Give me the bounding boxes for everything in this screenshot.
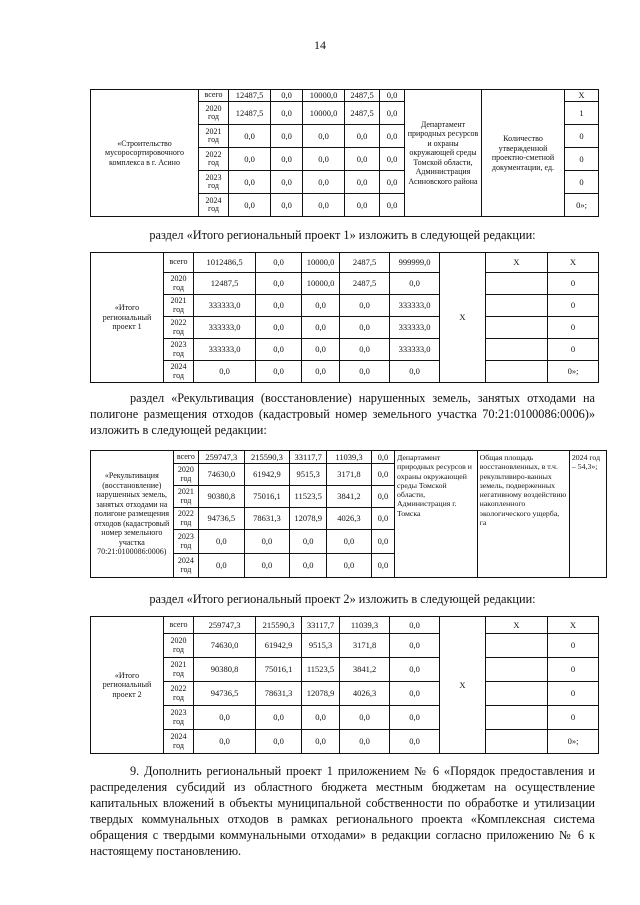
value-cell: 74630,0 (199, 464, 245, 486)
value-cell: 0,0 (303, 171, 345, 194)
value-cell: 0,0 (371, 530, 394, 554)
value-cell: 9515,3 (302, 634, 340, 658)
year-cell: 2021 год (173, 486, 198, 508)
value-cell: 333333,0 (390, 295, 440, 317)
value-cell: 0,0 (371, 554, 394, 578)
table-construction-sorting-complex (90, 89, 599, 217)
row-label: «Итого региональный проект 1 (91, 253, 164, 383)
value-cell: 0,0 (371, 508, 394, 530)
value-cell: 78631,3 (256, 682, 302, 706)
value-cell: 0,0 (271, 102, 303, 125)
value-cell: 0,0 (229, 148, 271, 171)
value-cell: 0,0 (327, 554, 372, 578)
value-cell: 0,0 (390, 706, 440, 730)
value-cell: 74630,0 (194, 634, 256, 658)
value-cell: 4026,3 (327, 508, 372, 530)
value-cell: 0,0 (256, 706, 302, 730)
value-cell: 1012486,5 (194, 253, 256, 273)
year-cell: 2022 год (199, 148, 229, 171)
x-mark-cell: Х (440, 253, 486, 383)
value-cell: 12078,9 (290, 508, 327, 530)
year-cell: 2023 год (164, 706, 194, 730)
value-cell: 0,0 (244, 530, 290, 554)
value-cell: 0,0 (303, 148, 345, 171)
year-cell: 2024 год (164, 361, 194, 383)
value-cell: 0,0 (302, 361, 340, 383)
value-cell: 11523,5 (290, 486, 327, 508)
x-cell (486, 317, 548, 339)
target-cell: 0 (548, 658, 599, 682)
target-cell: 0 (548, 339, 599, 361)
value-cell: 0,0 (302, 339, 340, 361)
x-mark-cell: Х (440, 617, 486, 754)
value-cell: 0,0 (229, 171, 271, 194)
value-cell: 0,0 (302, 706, 340, 730)
value-cell: 11039,3 (327, 451, 372, 464)
value-cell: 0,0 (390, 730, 440, 754)
value-cell: 0,0 (303, 125, 345, 148)
value-cell: 0,0 (199, 530, 245, 554)
value-cell: 75016,1 (256, 658, 302, 682)
value-cell: 0,0 (229, 194, 271, 217)
value-cell: 999999,0 (390, 253, 440, 273)
value-cell: 61942,9 (244, 464, 290, 486)
value-cell: 0,0 (327, 530, 372, 554)
value-cell: 215590,3 (256, 617, 302, 634)
value-cell: 78631,3 (244, 508, 290, 530)
x-cell (486, 730, 548, 754)
department-cell: Департамент природных ресурсов и охраны окружающей среды Томской области, Администрация Асиновского района (405, 90, 482, 217)
year-cell: 2024 год (199, 194, 229, 217)
value-cell: 0,0 (271, 194, 303, 217)
value-cell: 0,0 (303, 194, 345, 217)
value-cell: 2487,5 (340, 273, 390, 295)
value-cell: 0,0 (302, 295, 340, 317)
year-cell: 2022 год (164, 317, 194, 339)
value-cell: 33117,7 (290, 451, 327, 464)
x-cell (486, 273, 548, 295)
value-cell: 10000,0 (302, 253, 340, 273)
value-cell: 0,0 (371, 451, 394, 464)
value-cell: 0,0 (271, 125, 303, 148)
value-cell: 0,0 (390, 658, 440, 682)
value-cell: 0,0 (345, 125, 380, 148)
target-cell: 0»; (548, 361, 599, 383)
value-cell: 0,0 (390, 634, 440, 658)
value-cell: 0,0 (290, 530, 327, 554)
target-cell: 0 (548, 634, 599, 658)
target-cell: Х (565, 90, 599, 102)
x-cell (486, 634, 548, 658)
value-cell: 0,0 (256, 730, 302, 754)
value-cell: 333333,0 (390, 317, 440, 339)
value-cell: 0,0 (302, 317, 340, 339)
row-label: «Итого региональный проект 2 (91, 617, 164, 754)
value-cell: 333333,0 (194, 339, 256, 361)
x-cell (486, 361, 548, 383)
value-cell: 0,0 (290, 554, 327, 578)
table-total-project-1 (90, 252, 599, 383)
indicator-cell: Количество утвержденной проектно-сметной документации, ед. (482, 90, 565, 217)
target-cell: 0 (565, 125, 599, 148)
x-cell (486, 682, 548, 706)
value-cell: 0,0 (271, 148, 303, 171)
x-cell: Х (486, 253, 548, 273)
year-cell: 2022 год (164, 682, 194, 706)
value-cell: 0,0 (380, 125, 405, 148)
value-cell: 0,0 (340, 706, 390, 730)
value-cell: 94736,5 (194, 682, 256, 706)
value-cell: 3171,8 (327, 464, 372, 486)
value-cell: 0,0 (390, 361, 440, 383)
year-cell: 2024 год (173, 554, 198, 578)
value-cell: 0,0 (229, 125, 271, 148)
value-cell: 0,0 (345, 148, 380, 171)
value-cell: 75016,1 (244, 486, 290, 508)
value-cell: 0,0 (194, 706, 256, 730)
value-cell: 0,0 (194, 730, 256, 754)
value-cell: 333333,0 (194, 317, 256, 339)
value-cell: 2487,5 (340, 253, 390, 273)
value-cell: 0,0 (256, 361, 302, 383)
year-cell: 2020 год (173, 464, 198, 486)
value-cell: 0,0 (340, 317, 390, 339)
year-cell: 2020 год (199, 102, 229, 125)
paragraph-section-reclamation: раздел «Рекультивация (восстановление) нарушенных земель, занятых отходами на полигоне размещения отходов (кадастровый номер земельного участка 70:21:0100086:0006)» изложить в следующей редакции: (90, 391, 595, 437)
value-cell: 0,0 (340, 295, 390, 317)
value-cell: 0,0 (271, 90, 303, 102)
value-cell: 3841,2 (327, 486, 372, 508)
target-cell: 1 (565, 102, 599, 125)
value-cell: 0,0 (390, 682, 440, 706)
year-cell: 2023 год (164, 339, 194, 361)
row-label: «Рекультивация (восстановление) нарушенных земель, занятых отходами на полигоне размещения отходов (кадастровый номер земельного участка 70:21:0100086:0006) (91, 451, 174, 578)
target-cell: 2024 год – 54,3»; (569, 451, 606, 578)
x-cell (486, 339, 548, 361)
value-cell: 9515,3 (290, 464, 327, 486)
value-cell: 90380,8 (199, 486, 245, 508)
paragraph-item-9: 9. Дополнить региональный проект 1 приложением № 6 «Порядок предоставления и распределения субсидий из областного бюджета местным бюджетам на осуществление капитальных вложений в объекты муниципальной собственности по обработке и утилизации твердых коммунальных отходов в рамках регионального проекта «Комплексная система обращения с твердыми коммунальными отходами» в редакции согласно приложению № 6 к настоящему постановлению. (90, 764, 595, 858)
target-cell: Х (548, 617, 599, 634)
year-cell: 2020 год (164, 273, 194, 295)
year-cell: 2021 год (164, 295, 194, 317)
year-cell: 2024 год (164, 730, 194, 754)
value-cell: 333333,0 (390, 339, 440, 361)
value-cell: 12487,5 (229, 102, 271, 125)
value-cell: 0,0 (256, 295, 302, 317)
year-cell: 2021 год (164, 658, 194, 682)
paragraph-section-total-2: раздел «Итого региональный проект 2» изложить в следующей редакции: (149, 592, 536, 606)
target-cell: Х (548, 253, 599, 273)
year-cell: 2023 год (199, 171, 229, 194)
target-cell: 0»; (548, 730, 599, 754)
value-cell: 0,0 (340, 361, 390, 383)
year-cell: всего (164, 617, 194, 634)
value-cell: 0,0 (256, 253, 302, 273)
value-cell: 2487,5 (345, 90, 380, 102)
year-cell: 2020 год (164, 634, 194, 658)
value-cell: 3171,8 (340, 634, 390, 658)
value-cell: 12487,5 (194, 273, 256, 295)
target-cell: 0 (565, 171, 599, 194)
value-cell: 94736,5 (199, 508, 245, 530)
value-cell: 0,0 (244, 554, 290, 578)
x-cell (486, 658, 548, 682)
value-cell: 0,0 (380, 90, 405, 102)
value-cell: 0,0 (380, 148, 405, 171)
indicator-cell: Общая площадь восстановленных, в т.ч. рекультивиро-ванных земель, подверженных негативному воздействию накопленного экологического ущерба, га (477, 451, 569, 578)
value-cell: 0,0 (380, 102, 405, 125)
value-cell: 259747,3 (194, 617, 256, 634)
value-cell: 10000,0 (303, 90, 345, 102)
value-cell: 0,0 (194, 361, 256, 383)
target-cell: 0 (548, 295, 599, 317)
year-cell: всего (173, 451, 198, 464)
value-cell: 33117,7 (302, 617, 340, 634)
value-cell: 0,0 (340, 339, 390, 361)
x-cell: Х (486, 617, 548, 634)
value-cell: 0,0 (340, 730, 390, 754)
value-cell: 0,0 (390, 617, 440, 634)
value-cell: 10000,0 (303, 102, 345, 125)
value-cell: 0,0 (380, 171, 405, 194)
year-cell: 2022 год (173, 508, 198, 530)
value-cell: 0,0 (371, 464, 394, 486)
year-cell: 2021 год (199, 125, 229, 148)
value-cell: 90380,8 (194, 658, 256, 682)
value-cell: 0,0 (256, 339, 302, 361)
value-cell: 3841,2 (340, 658, 390, 682)
value-cell: 0,0 (345, 194, 380, 217)
target-cell: 0 (548, 317, 599, 339)
target-cell: 0 (565, 148, 599, 171)
value-cell: 333333,0 (194, 295, 256, 317)
target-cell: 0 (548, 706, 599, 730)
value-cell: 0,0 (256, 317, 302, 339)
target-cell: 0 (548, 682, 599, 706)
value-cell: 11039,3 (340, 617, 390, 634)
table-total-project-2 (90, 616, 599, 754)
year-cell: всего (199, 90, 229, 102)
paragraph-section-total-1: раздел «Итого региональный проект 1» изложить в следующей редакции: (149, 228, 536, 242)
value-cell: 61942,9 (256, 634, 302, 658)
value-cell: 0,0 (380, 194, 405, 217)
value-cell: 0,0 (256, 273, 302, 295)
target-cell: 0»; (565, 194, 599, 217)
value-cell: 259747,3 (199, 451, 245, 464)
value-cell: 2487,5 (345, 102, 380, 125)
value-cell: 10000,0 (302, 273, 340, 295)
value-cell: 4026,3 (340, 682, 390, 706)
page-number: 14 (314, 38, 326, 52)
value-cell: 0,0 (345, 171, 380, 194)
year-cell: всего (164, 253, 194, 273)
table-reclamation (90, 450, 607, 578)
department-cell: Департамент природных ресурсов и охраны окружающей среды Томской области, Администрация г. Томска (395, 451, 478, 578)
value-cell: 12487,5 (229, 90, 271, 102)
x-cell (486, 706, 548, 730)
value-cell: 0,0 (390, 273, 440, 295)
value-cell: 0,0 (271, 171, 303, 194)
year-cell: 2023 год (173, 530, 198, 554)
x-cell (486, 295, 548, 317)
value-cell: 0,0 (199, 554, 245, 578)
row-label: «Строительство мусоросортировочного комплекса в г. Асино (91, 90, 199, 217)
target-cell: 0 (548, 273, 599, 295)
value-cell: 0,0 (371, 486, 394, 508)
value-cell: 11523,5 (302, 658, 340, 682)
value-cell: 215590,3 (244, 451, 290, 464)
value-cell: 0,0 (302, 730, 340, 754)
value-cell: 12078,9 (302, 682, 340, 706)
